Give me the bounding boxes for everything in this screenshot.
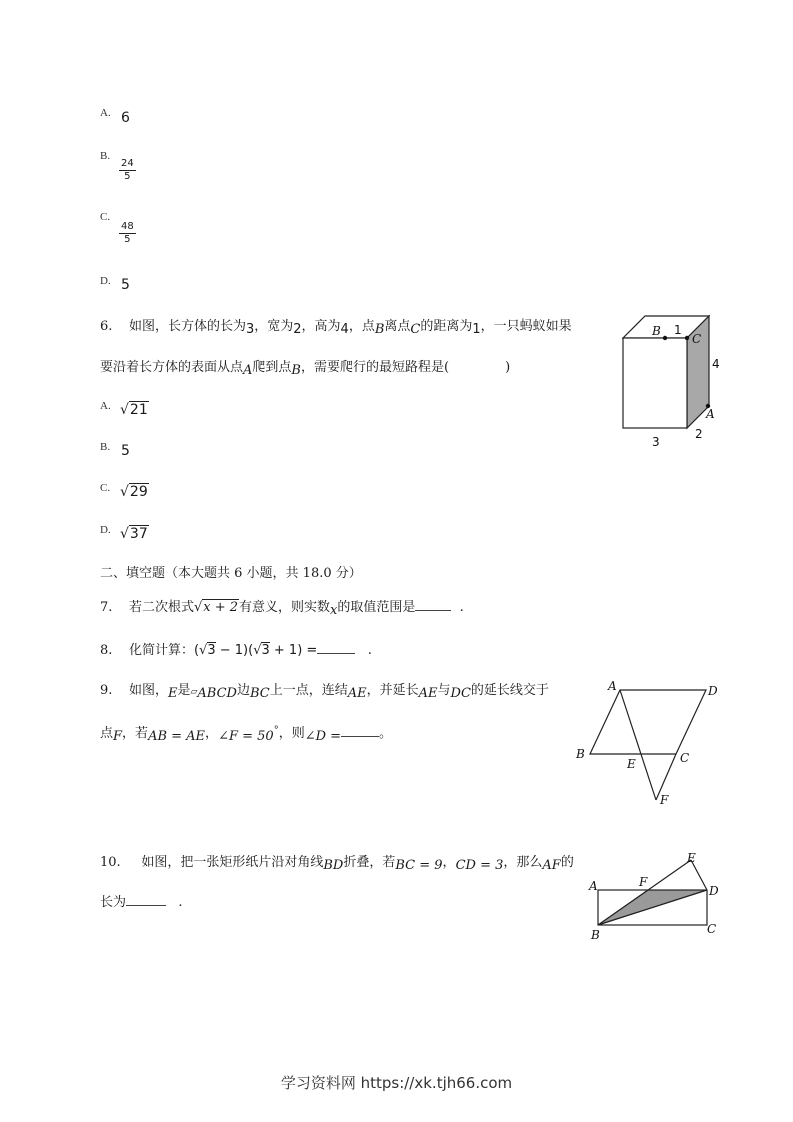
q6-option-a-radicand: 21 [129,402,148,418]
q6-line-2 [100,356,510,378]
q10-diagonal-bd: BD [323,858,344,873]
q8-radicand-2: 3 [261,643,270,658]
q8-text: 化简计算： [128,643,194,658]
q6-option-c-radicand: 29 [129,484,148,500]
q9-label-b: B [576,747,585,761]
q10-segment-af: AF [542,858,561,873]
q9-answer-blank [341,736,379,737]
q9-segment-ae: AE [347,686,367,701]
q6-text: ，宽为 [254,319,294,334]
cuboid-point-b-dot [663,336,667,340]
cuboid-point-c-dot [685,336,689,340]
q9-parallelogram-symbol: ▱ [190,687,198,697]
q8-expression: (√3 − 1)(√3 + 1) = [193,643,318,658]
q6-option-a-value: √21 [120,402,148,418]
q9-label-d: D [708,684,718,698]
q9-label-f: F [660,793,669,807]
q6-height: 4 [340,322,349,337]
q6-point-b: B [291,363,301,378]
q6-text: 如图，长方体的长为 [128,319,246,334]
q6-text: ，高为 [301,319,341,334]
q9-point-e: E [167,686,178,701]
q10-line-2 [100,891,183,910]
q7-sqrt: √x + 2 [193,600,239,615]
q10-label-d: D [709,884,719,898]
q7-text: 若二次根式 [128,600,194,615]
q10-label-c: C [707,922,717,936]
q8-expr-part: − 1)( [215,643,254,658]
q7-variable: x [330,603,338,618]
q9-text: 边 [236,683,250,698]
q9-label-a: A [608,679,617,693]
q6-option-d-radicand: 37 [129,526,148,542]
q10-condition-1: BC = 9 [395,858,443,873]
q9-text: ，若 [122,726,149,741]
q8-expr-part: ( [193,643,200,658]
q7-number: 7. [100,600,113,615]
cuboid-label-c: C [692,332,702,346]
q9-text: ，并延长 [366,683,419,698]
q9-condition-1: AB = AE [148,729,206,744]
q6-option-d-value: √37 [120,526,148,542]
q9-degree-sign: ° [273,725,279,736]
q10-text: ， [442,855,456,870]
q5-option-b-fraction [119,158,136,182]
q6-text: 爬到点 [252,360,292,375]
q9-text: 如图， [128,683,168,698]
cuboid-label-2: 2 [695,427,703,441]
q9-text: 是 [177,683,191,698]
q10-answer-blank [126,905,166,906]
q10-label-b: B [591,928,600,942]
q10-text: 长为 [100,895,127,910]
q10-condition-2: CD = 3 [455,858,504,873]
q10-label-e: E [687,851,696,865]
q6-option-b-value: 5 [121,443,130,459]
q6-cuboid-figure [610,310,730,455]
section-2-title: 二、填空题（本大题共 6 小题，共 18.0 分） [100,566,362,581]
q9-line-2 [100,722,392,744]
q6-text: ，需要爬行的最短路程是( [300,360,450,375]
q8-radicand-1: 3 [207,643,216,658]
q9-point-f: F [113,729,123,744]
q10-text: 折叠，若 [343,855,396,870]
q9-segment-bc: BC [249,686,270,701]
q6-text: 的距离为 [420,319,473,334]
q6-text: ) [505,360,511,375]
q8-answer-blank [317,653,355,654]
cuboid-front-face [623,338,687,428]
q9-text: 点 [100,726,114,741]
q10-text: . [178,895,183,910]
q9-text: ，则 [278,726,305,741]
q5-option-c-numerator: 48 [121,221,134,232]
q5-option-b-label: B. [100,150,111,162]
q9-condition-2: ∠F = 50 [218,729,274,744]
q6-option-c-value: √29 [120,484,148,500]
q6-number: 6. [100,319,113,334]
q6-option-a-label: A. [100,400,111,412]
q6-text: ，点 [348,319,375,334]
q9-question-angle: ∠D = [304,729,342,744]
q8-line [100,639,372,658]
q6-point-b: B [374,322,385,337]
q5-option-c-denominator: 5 [124,233,131,245]
q6-point-a: A [243,363,253,378]
q5-option-b-denominator: 5 [124,170,131,182]
q9-text: 的延长线交于 [470,683,549,698]
cuboid-label-b: B [652,324,661,338]
q6-option-b-label: B. [100,441,111,453]
q7-line [100,596,464,618]
q6-distance: 1 [472,322,481,337]
q9-segment-ae: AE [418,686,438,701]
q7-text: 的取值范围是 [337,600,416,615]
q8-number: 8. [100,643,113,658]
q6-text: ，一只蚂蚁如果 [480,319,572,334]
q5-option-b-numerator: 24 [121,158,134,169]
q10-text: 如图，把一张矩形纸片沿对角线 [141,855,324,870]
q9-number: 9. [100,683,113,698]
q7-text: 有意义，则实数 [239,600,331,615]
q5-option-c-label: C. [100,211,111,223]
q9-label-e: E [627,757,636,771]
q9-label-c: C [680,751,690,765]
q10-line-1 [100,851,574,873]
q9-text: 。 [379,726,393,741]
q6-option-d-label: D. [100,524,111,536]
q9-parallelogram-name: ABCD [197,686,237,701]
q6-option-c-label: C. [100,482,111,494]
cuboid-label-3: 3 [652,435,660,449]
q5-option-d-label: D. [100,275,111,287]
cuboid-label-1: 1 [674,323,682,337]
cuboid-label-a: A [706,407,715,421]
cuboid-label-4: 4 [712,357,720,371]
q5-option-a-value: 6 [121,110,130,126]
q7-text: . [459,600,464,615]
q10-text: 的 [560,855,574,870]
q7-radicand: x + 2 [203,600,239,615]
q5-option-d-value: 5 [121,277,130,293]
q9-text: 上一点，连结 [269,683,348,698]
q9-text: ， [205,726,219,741]
parallelogram-abcd [590,690,706,754]
q9-text: 与 [437,683,451,698]
q10-number: 10. [100,855,121,870]
q5-option-a-label: A. [100,107,111,119]
q6-point-c: C [410,322,421,337]
segment-af [620,690,656,800]
q10-label-f: F [639,875,648,889]
q9-line-1 [100,679,549,701]
q9-parallelogram-figure [570,678,730,810]
q6-length: 3 [245,322,255,337]
q6-width: 2 [293,322,302,337]
q6-line-1 [100,315,572,337]
q8-text: . [367,643,372,658]
q7-answer-blank [415,610,451,611]
q10-label-a: A [589,879,598,893]
footer-website-text: 学习资料网 https://xk.tjh66.com [280,1074,513,1092]
q6-text: 离点 [384,319,411,334]
q10-rectangle-figure [585,850,725,945]
q6-text: 要沿着长方体的表面从点 [100,360,244,375]
q5-option-c-fraction [119,221,136,245]
q10-text: ，那么 [503,855,543,870]
q8-expr-part: + 1) = [269,643,318,658]
q9-segment-dc: DC [450,686,471,701]
